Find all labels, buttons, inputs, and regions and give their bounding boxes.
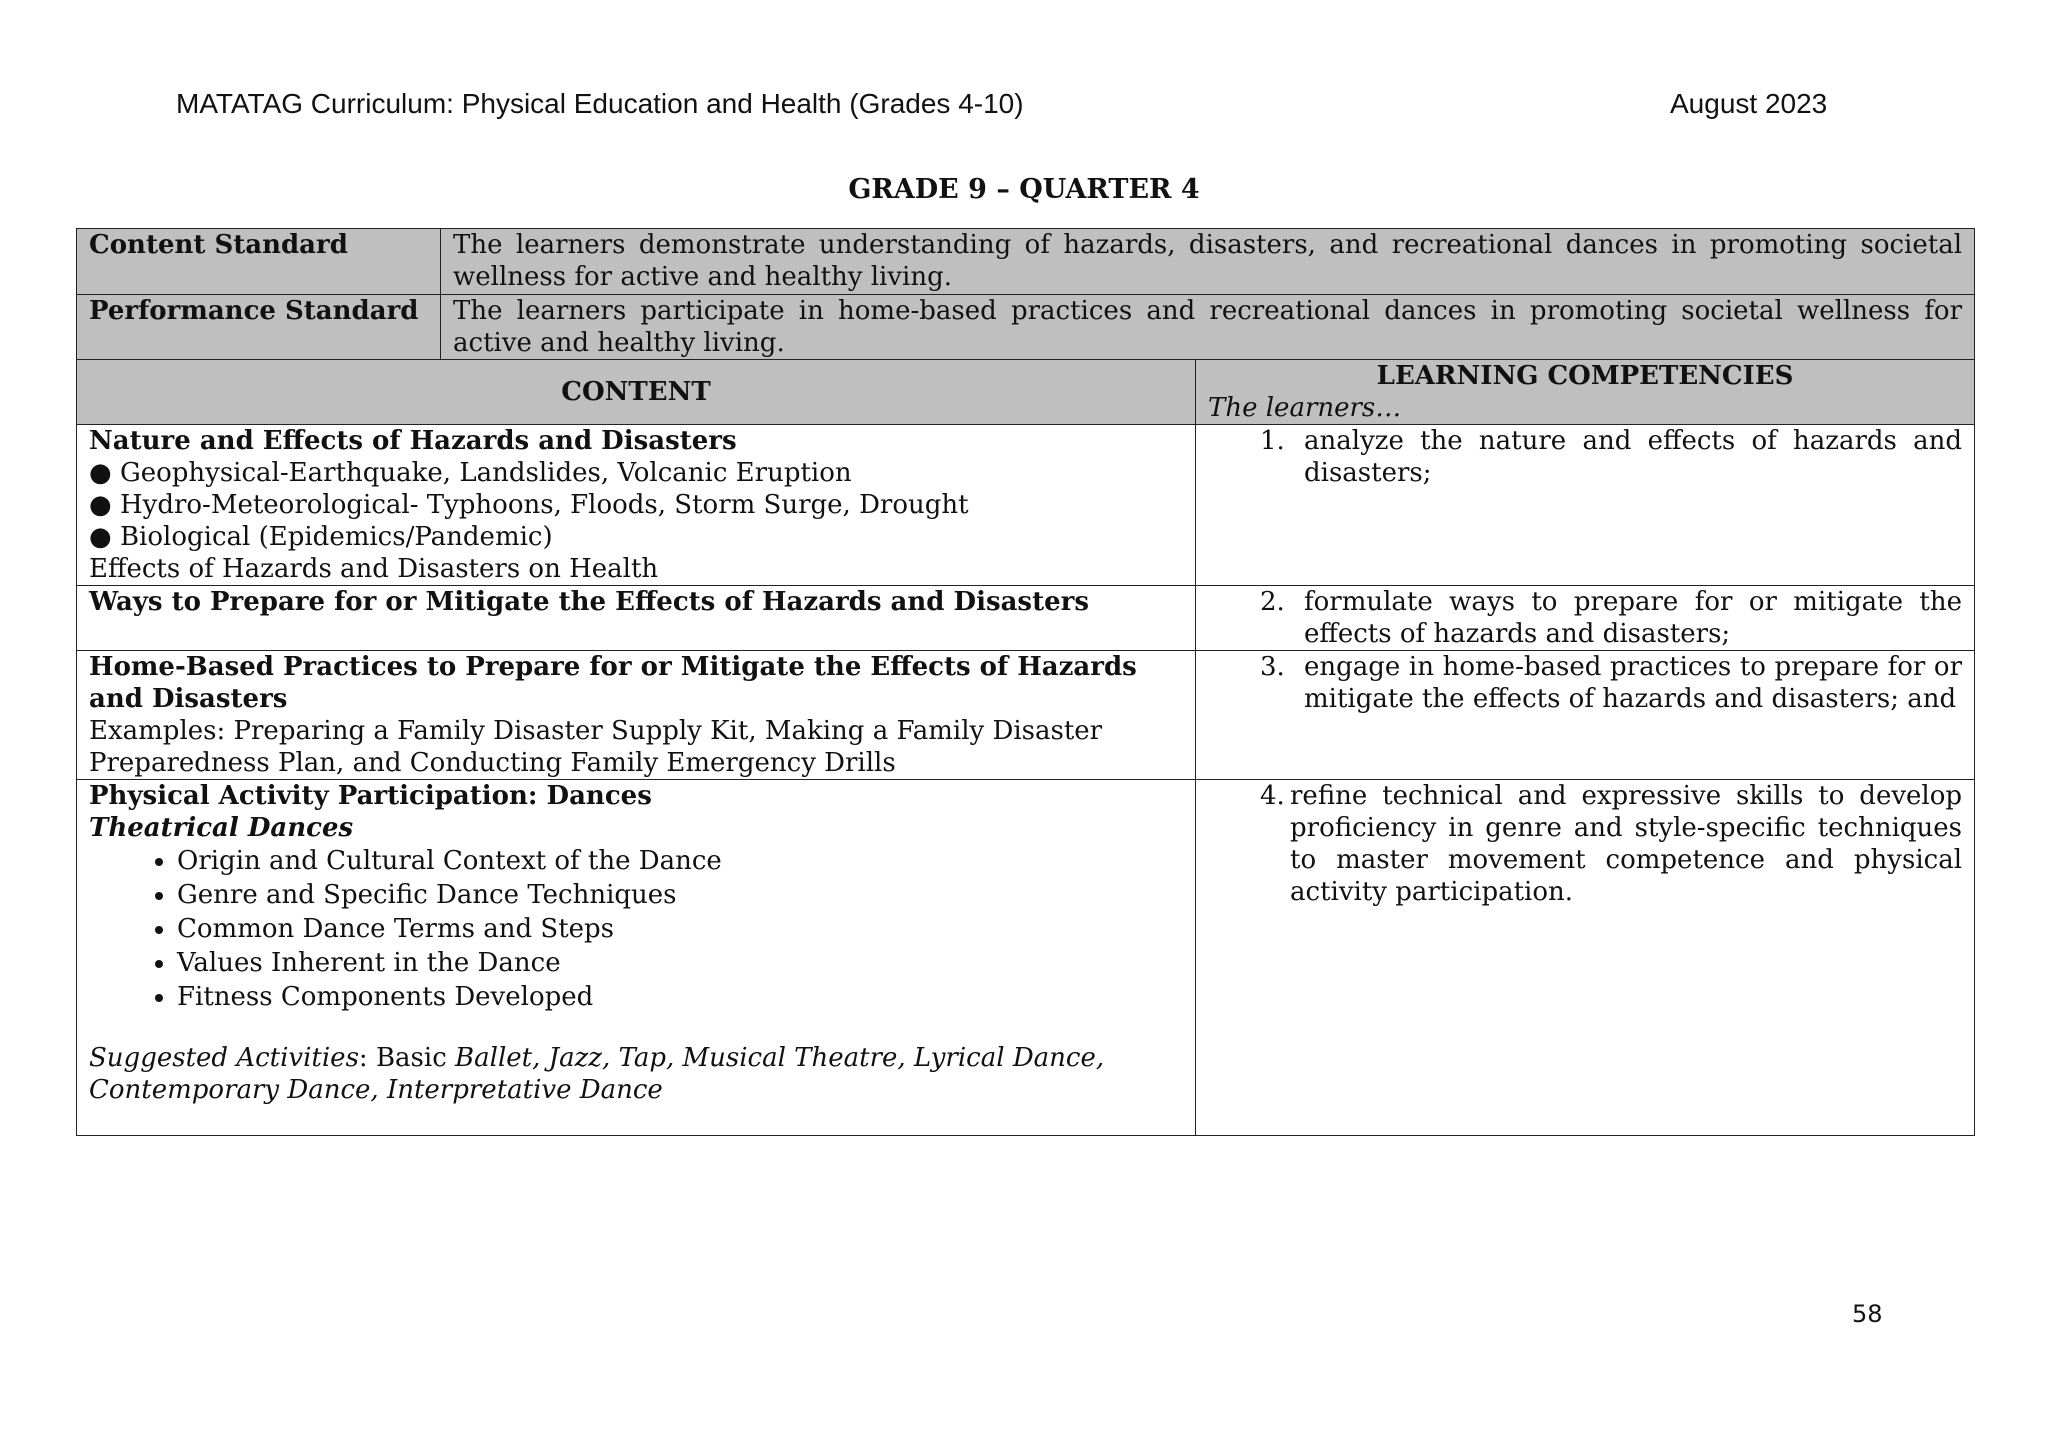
content-column-header: CONTENT (77, 360, 1196, 425)
dance-topics-list (89, 844, 1183, 1014)
document-header-date: August 2023 (1670, 88, 1828, 119)
content-line: Effects of Hazards and Disasters on Health (89, 554, 659, 584)
suggested-activities (89, 1042, 1183, 1106)
content-row-dances (77, 780, 1975, 1136)
content-row-prepare (77, 586, 1975, 651)
document-header-title: MATATAG Curriculum: Physical Education and Health (Grades 4-10) (176, 88, 1024, 119)
competency-number: 3. (1260, 652, 1285, 682)
suggested-activities-list: Ballet, Jazz, Tap, Musical Theatre, Lyrical Dance, Contemporary Dance, Interpretative Dance (89, 1043, 1105, 1105)
content-cell (77, 780, 1196, 1136)
content-title: Ways to Prepare for or Mitigate the Effects of Hazards and Disasters (89, 587, 1089, 617)
page-number: 58 (1852, 1300, 1883, 1328)
competency-number: 2. (1260, 587, 1285, 617)
performance-standard-text: The learners participate in home-based practices and recreational dances in promoting societal wellness for active and healthy living. (441, 295, 1975, 360)
content-standard-label: Content Standard (77, 229, 441, 295)
content-cell (77, 425, 1196, 586)
content-examples: Examples: Preparing a Family Disaster Supply Kit, Making a Family Disaster Preparedness Plan, and Conducting Family Emergency Drills (89, 716, 1103, 778)
content-line: ● Geophysical-Earthquake, Landslides, Volcanic Eruption (89, 458, 852, 488)
content-title: Nature and Effects of Hazards and Disasters (89, 426, 737, 456)
content-row-hazards (77, 425, 1975, 586)
content-title: Physical Activity Participation: Dances (89, 781, 652, 811)
content-cell (77, 651, 1196, 780)
competency-text: formulate ways to prepare for or mitigate the effects of hazards and disasters; (1304, 587, 1963, 649)
competency-text: analyze the nature and effects of hazards and disasters; (1304, 426, 1963, 488)
competency-cell (1196, 425, 1975, 586)
content-row-home-based (77, 651, 1975, 780)
grade-quarter-title: GRADE 9 – QUARTER 4 (848, 174, 1200, 205)
list-item: • Origin and Cultural Context of the Dance (177, 844, 1183, 878)
content-standard-row (77, 229, 1975, 295)
curriculum-table (76, 228, 1975, 1136)
column-header-row (77, 360, 1975, 425)
suggested-activities-label: Suggested Activities (89, 1043, 359, 1073)
competency-cell (1196, 651, 1975, 780)
competency-number: 1. (1260, 426, 1285, 456)
suggested-activities-prefix: : Basic (358, 1043, 456, 1073)
list-item: • Genre and Specific Dance Techniques (177, 878, 1183, 912)
content-standard-text: The learners demonstrate understanding of hazards, disasters, and recreational dances in promoting societal wellness for active and healthy living. (441, 229, 1975, 295)
competencies-column-header (1196, 360, 1975, 425)
performance-standard-label: Performance Standard (77, 295, 441, 360)
competency-text: refine technical and expressive skills to develop proficiency in genre and style-specific techniques to master movement competence and physical activity participation. (1290, 781, 1963, 907)
list-item: • Common Dance Terms and Steps (177, 912, 1183, 946)
competencies-subheading: The learners… (1208, 393, 1402, 423)
list-item: • Values Inherent in the Dance (177, 946, 1183, 980)
competency-cell (1196, 586, 1975, 651)
content-cell (77, 586, 1196, 651)
content-line: ● Biological (Epidemics/Pandemic) (89, 522, 553, 552)
content-line: ● Hydro-Meteorological- Typhoons, Floods, Storm Surge, Drought (89, 490, 969, 520)
competency-number: 4. (1260, 781, 1285, 811)
content-title: Home-Based Practices to Prepare for or Mitigate the Effects of Hazards and Disasters (89, 652, 1137, 714)
competencies-heading: LEARNING COMPETENCIES (1376, 361, 1794, 391)
competency-cell (1196, 780, 1975, 1136)
performance-standard-row (77, 295, 1975, 360)
competency-text: engage in home-based practices to prepare for or mitigate the effects of hazards and disasters; and (1304, 652, 1963, 714)
content-subtitle: Theatrical Dances (89, 813, 354, 843)
list-item: • Fitness Components Developed (177, 980, 1183, 1014)
